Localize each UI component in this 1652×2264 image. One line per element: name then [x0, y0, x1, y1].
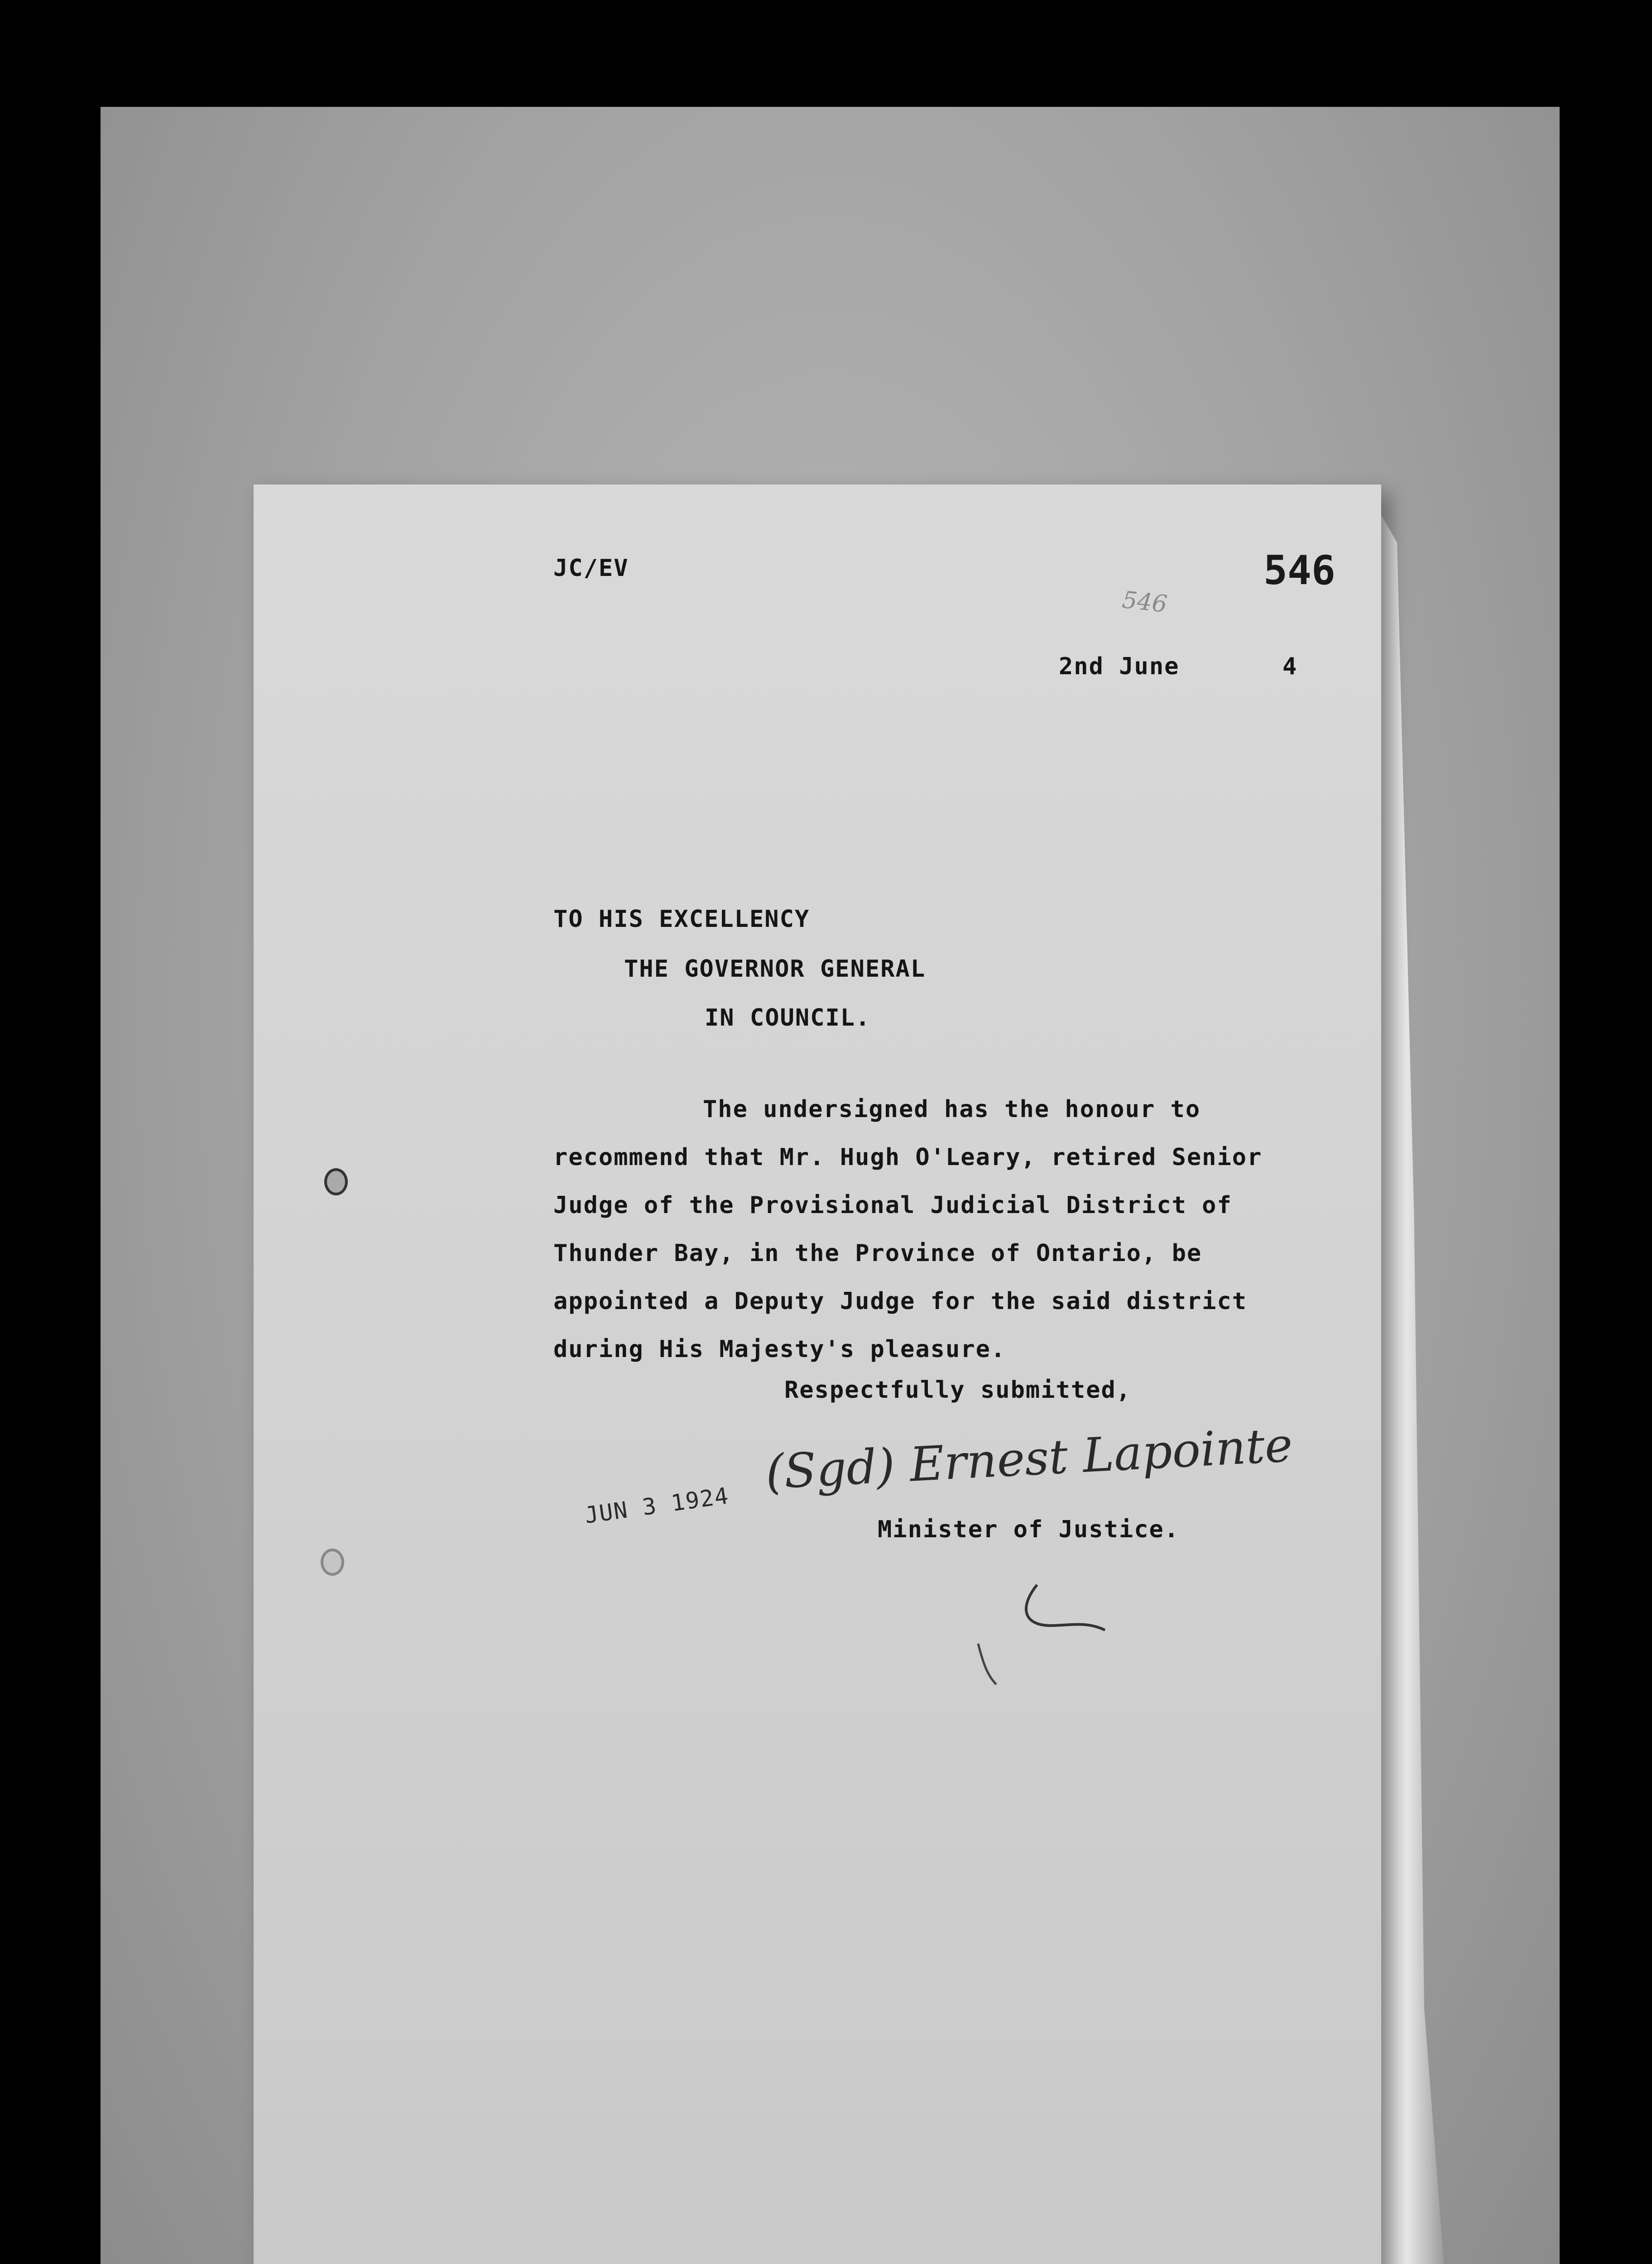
addressee-line-2: THE GOVERNOR GENERAL — [624, 955, 926, 983]
document-date: 2nd June — [1059, 653, 1180, 680]
date-stamp: JUN 3 1924 — [583, 1482, 731, 1529]
date-year-digit: 4 — [1282, 653, 1298, 680]
addressee-line-1: TO HIS EXCELLENCY — [553, 906, 810, 933]
document-page — [254, 484, 1381, 2264]
signature: (Sgd) Ernest Lapointe — [764, 1417, 1294, 1500]
signatory-title: Minister of Justice. — [878, 1516, 1180, 1543]
reference-initials: JC/EV — [553, 555, 629, 582]
folio-number-faint: 546 — [1121, 586, 1169, 619]
body-line-5: appointed a Deputy Judge for the said district — [553, 1288, 1248, 1315]
punch-hole-bottom — [321, 1549, 344, 1576]
body-line-6: during His Majesty's pleasure. — [553, 1336, 1006, 1363]
addressee-line-3: IN COUNCIL. — [705, 1004, 871, 1031]
pencil-mark — [969, 1576, 1119, 1693]
body-line-3: Judge of the Provisional Judicial District of — [553, 1192, 1232, 1219]
folio-number: 546 — [1263, 547, 1335, 594]
body-line-2: recommend that Mr. Hugh O'Leary, retired Senior — [553, 1144, 1263, 1171]
punch-hole-top — [324, 1168, 348, 1195]
body-line-4: Thunder Bay, in the Province of Ontario, be — [553, 1240, 1202, 1267]
closing-salutation: Respectfully submitted, — [784, 1377, 1132, 1404]
body-line-1: The undersigned has the honour to — [703, 1096, 1201, 1123]
